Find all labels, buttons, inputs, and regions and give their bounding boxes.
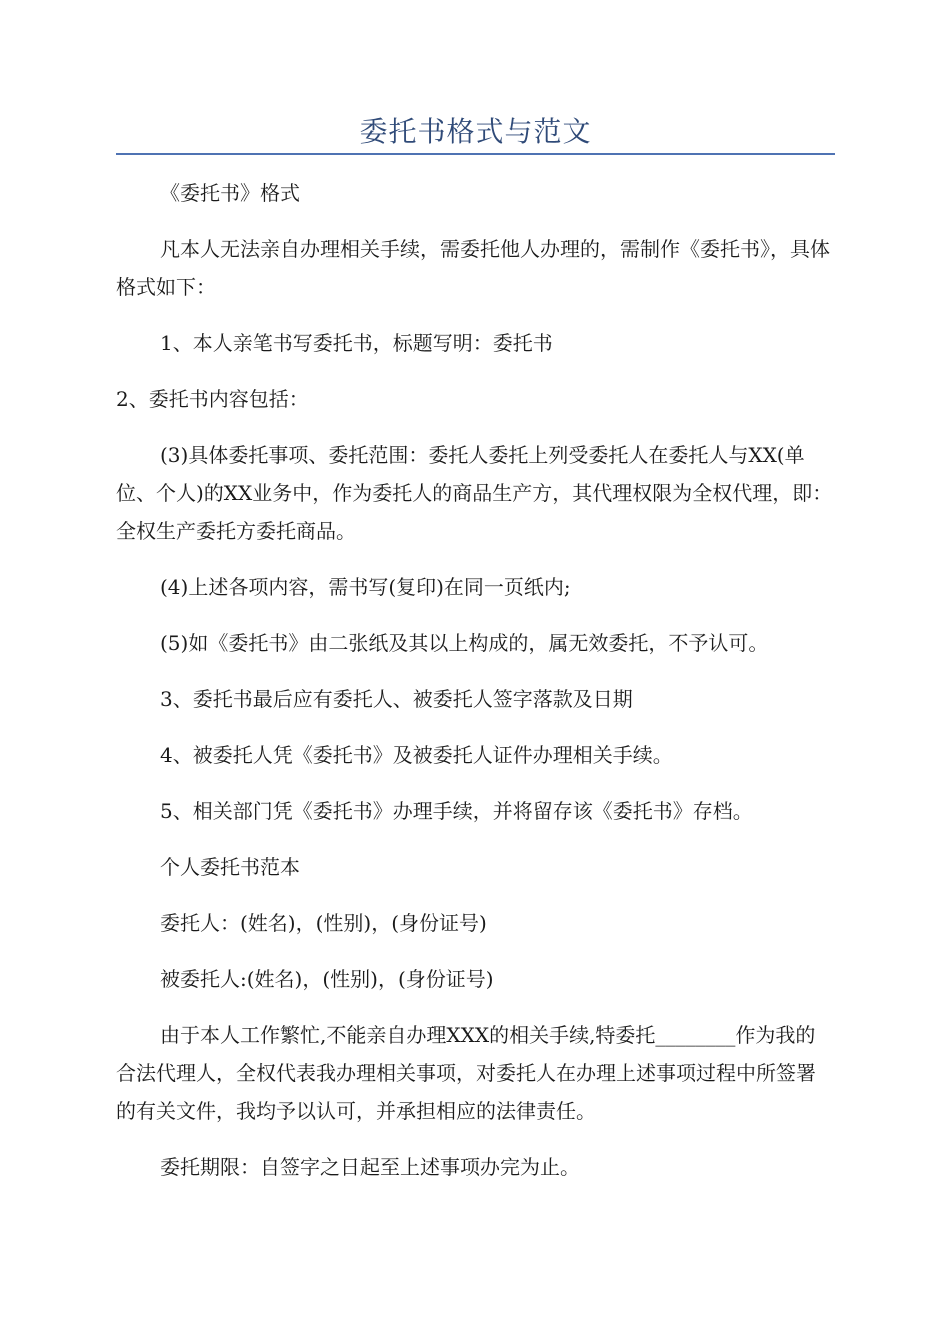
section-heading-format: 《委托书》格式	[160, 181, 300, 205]
sub-item-4: (4)上述各项内容，需书写(复印)在同一页纸内;	[160, 575, 571, 599]
document-body	[116, 174, 835, 1186]
list-item-5: 5、相关部门凭《委托书》办理手续，并将留存该《委托书》存档。	[160, 799, 753, 823]
list-item-2-text: 2、委托书内容包括：	[116, 387, 309, 411]
title-underline	[116, 153, 835, 155]
document-title: 委托书格式与范文	[359, 115, 592, 148]
authorization-paragraph: 由于本人工作繁忙,不能亲自办理XXX的相关手续,特委托________作为我的合法代理人，全权代表我办理相关事项，对委托人在办理上述事项过程中所签署的有关文件，我均予以认可，并承担相应的法律责任。	[116, 1023, 816, 1123]
term-line: 委托期限：自签字之日起至上述事项办完为止。	[160, 1155, 580, 1179]
agent-line: 被委托人:(姓名)，(性别)，(身份证号)	[160, 967, 494, 991]
sub-item-3: (3)具体委托事项、委托范围：委托人委托上列受委托人在委托人与XX(单位、个人)的XX业务中，作为委托人的商品生产方，其代理权限为全权代理，即：全权生产委托方委托商品。	[116, 443, 833, 543]
list-item-1: 1、本人亲笔书写委托书，标题写明：委托书	[160, 331, 553, 355]
paragraph-intro: 凡本人无法亲自办理相关手续，需委托他人办理的，需制作《委托书》，具体格式如下：	[116, 237, 830, 299]
list-item-2	[116, 380, 835, 418]
section-heading-sample: 个人委托书范本	[160, 855, 300, 879]
list-item-3: 3、委托书最后应有委托人、被委托人签字落款及日期	[160, 687, 633, 711]
sub-item-5: (5)如《委托书》由二张纸及其以上构成的，属无效委托，不予认可。	[160, 631, 769, 655]
list-item-4: 4、被委托人凭《委托书》及被委托人证件办理相关手续。	[160, 743, 673, 767]
principal-line: 委托人：(姓名)，(性别)，(身份证号)	[160, 911, 487, 935]
